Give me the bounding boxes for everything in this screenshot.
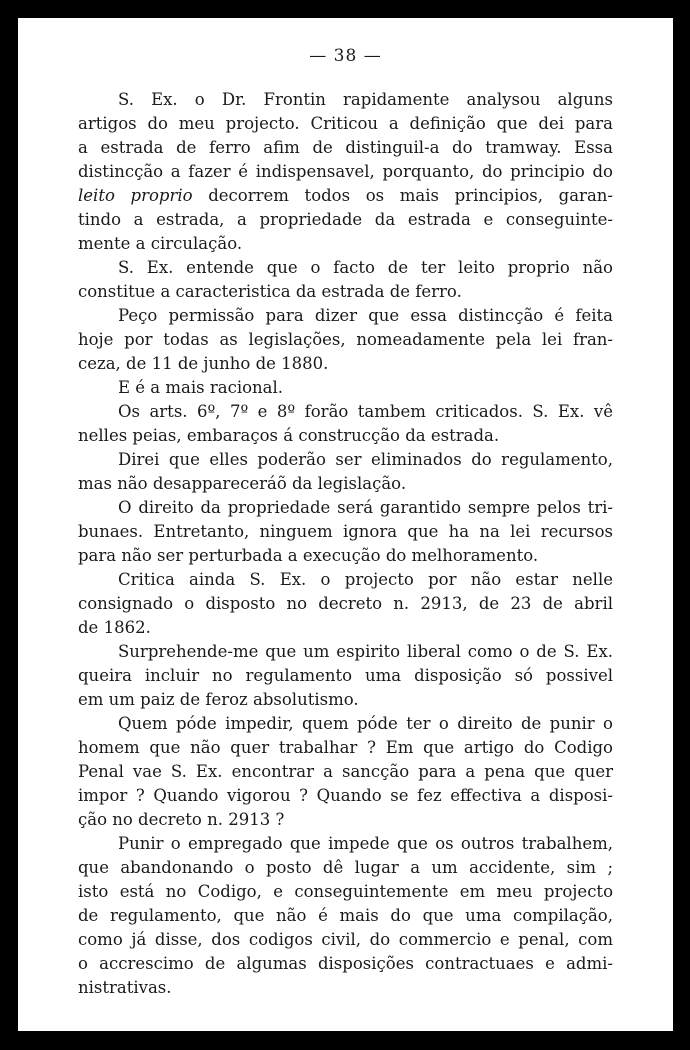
text-line: de 1862. — [78, 618, 151, 637]
text-line: que abandonando o posto dê lugar a um accidente, sim ; — [78, 858, 613, 877]
text-line: bunaes. Entretanto, ninguem ignora que ha na lei recursos — [78, 522, 613, 541]
text-line: O direito da propriedade será garantido sempre pelos tri- — [118, 498, 613, 517]
text-line: E é a mais racional. — [118, 378, 284, 397]
text-line: constitue a caracteristica da estrada de ferro. — [78, 282, 462, 301]
text-line: o accrescimo de algumas disposições contractuaes e admi- — [78, 954, 613, 973]
text-line: Peço permissão para dizer que essa distincção é feita — [118, 306, 613, 325]
page-number: — 38 — — [309, 46, 382, 66]
text-line: nistrativas. — [78, 978, 172, 997]
paragraph — [78, 448, 613, 496]
text-line: Os arts. 6º, 7º e 8º forão tambem criticados. S. Ex. vê — [118, 402, 613, 421]
text-line: S. Ex. entende que o facto de ter leito proprio não — [118, 258, 613, 277]
text-line: queira incluir no regulamento uma disposição só possivel — [78, 666, 613, 685]
text-line: em um paiz de feroz absolutismo. — [78, 690, 359, 709]
body-text — [78, 88, 613, 1000]
text-line: Direi que elles poderão ser eliminados do regulamento, — [118, 450, 613, 469]
text-line: consignado o disposto no decreto n. 2913, de 23 de abril — [78, 594, 613, 613]
text-line: Surprehende-me que um espirito liberal como o de S. Ex. — [118, 642, 613, 661]
text-line: ceza, de 11 de junho de 1880. — [78, 354, 329, 373]
text-line: Punir o empregado que impede que os outros trabalhem, — [118, 834, 613, 853]
paragraph — [78, 712, 613, 832]
paragraph — [78, 640, 613, 712]
text-line: impor ? Quando vigorou ? Quando se fez effectiva a disposi- — [78, 786, 613, 805]
paragraph — [78, 496, 613, 568]
text-line: Quem póde impedir, quem póde ter o direito de punir o — [118, 714, 613, 733]
document-page — [18, 18, 673, 1031]
text-line: distincção a fazer é indispensavel, porquanto, do principio do — [78, 162, 613, 181]
text-line: hoje por todas as legislações, nomeadamente pela lei fran- — [78, 330, 613, 349]
text-line: tindo a estrada, a propriedade da estrada e conseguinte- — [78, 210, 613, 229]
text-line: como já disse, dos codigos civil, do commercio e penal, com — [78, 930, 613, 949]
text-line: S. Ex. o Dr. Frontin rapidamente analysou alguns — [118, 90, 613, 109]
paragraph — [78, 88, 613, 256]
paragraph — [78, 400, 613, 448]
text-line: Penal vae S. Ex. encontrar a sancção para a pena que quer — [78, 762, 613, 781]
text-line: para não ser perturbada a execução do melhoramento. — [78, 546, 539, 565]
paragraph — [78, 568, 613, 640]
text-line: mente a circulação. — [78, 234, 243, 253]
text-line: leito proprio decorrem todos os mais principios, garan- — [78, 186, 613, 205]
text-line: a estrada de ferro afim de distinguil-a do tramway. Essa — [78, 138, 613, 157]
text-line: isto está no Codigo, e conseguintemente em meu projecto — [78, 882, 613, 901]
paragraph — [78, 376, 613, 400]
paragraph — [78, 304, 613, 376]
paragraph — [78, 256, 613, 304]
text-line: mas não desappareceráõ da legislação. — [78, 474, 407, 493]
text-line: ção no decreto n. 2913 ? — [78, 810, 285, 829]
text-line: artigos do meu projecto. Criticou a definição que dei para — [78, 114, 613, 133]
text-line: de regulamento, que não é mais do que uma compilação, — [78, 906, 613, 925]
text-line: nelles peias, embaraços á construcção da estrada. — [78, 426, 500, 445]
paragraph — [78, 832, 613, 1000]
text-line: homem que não quer trabalhar ? Em que artigo do Codigo — [78, 738, 613, 757]
text-line: Critica ainda S. Ex. o projecto por não estar nelle — [118, 570, 613, 589]
